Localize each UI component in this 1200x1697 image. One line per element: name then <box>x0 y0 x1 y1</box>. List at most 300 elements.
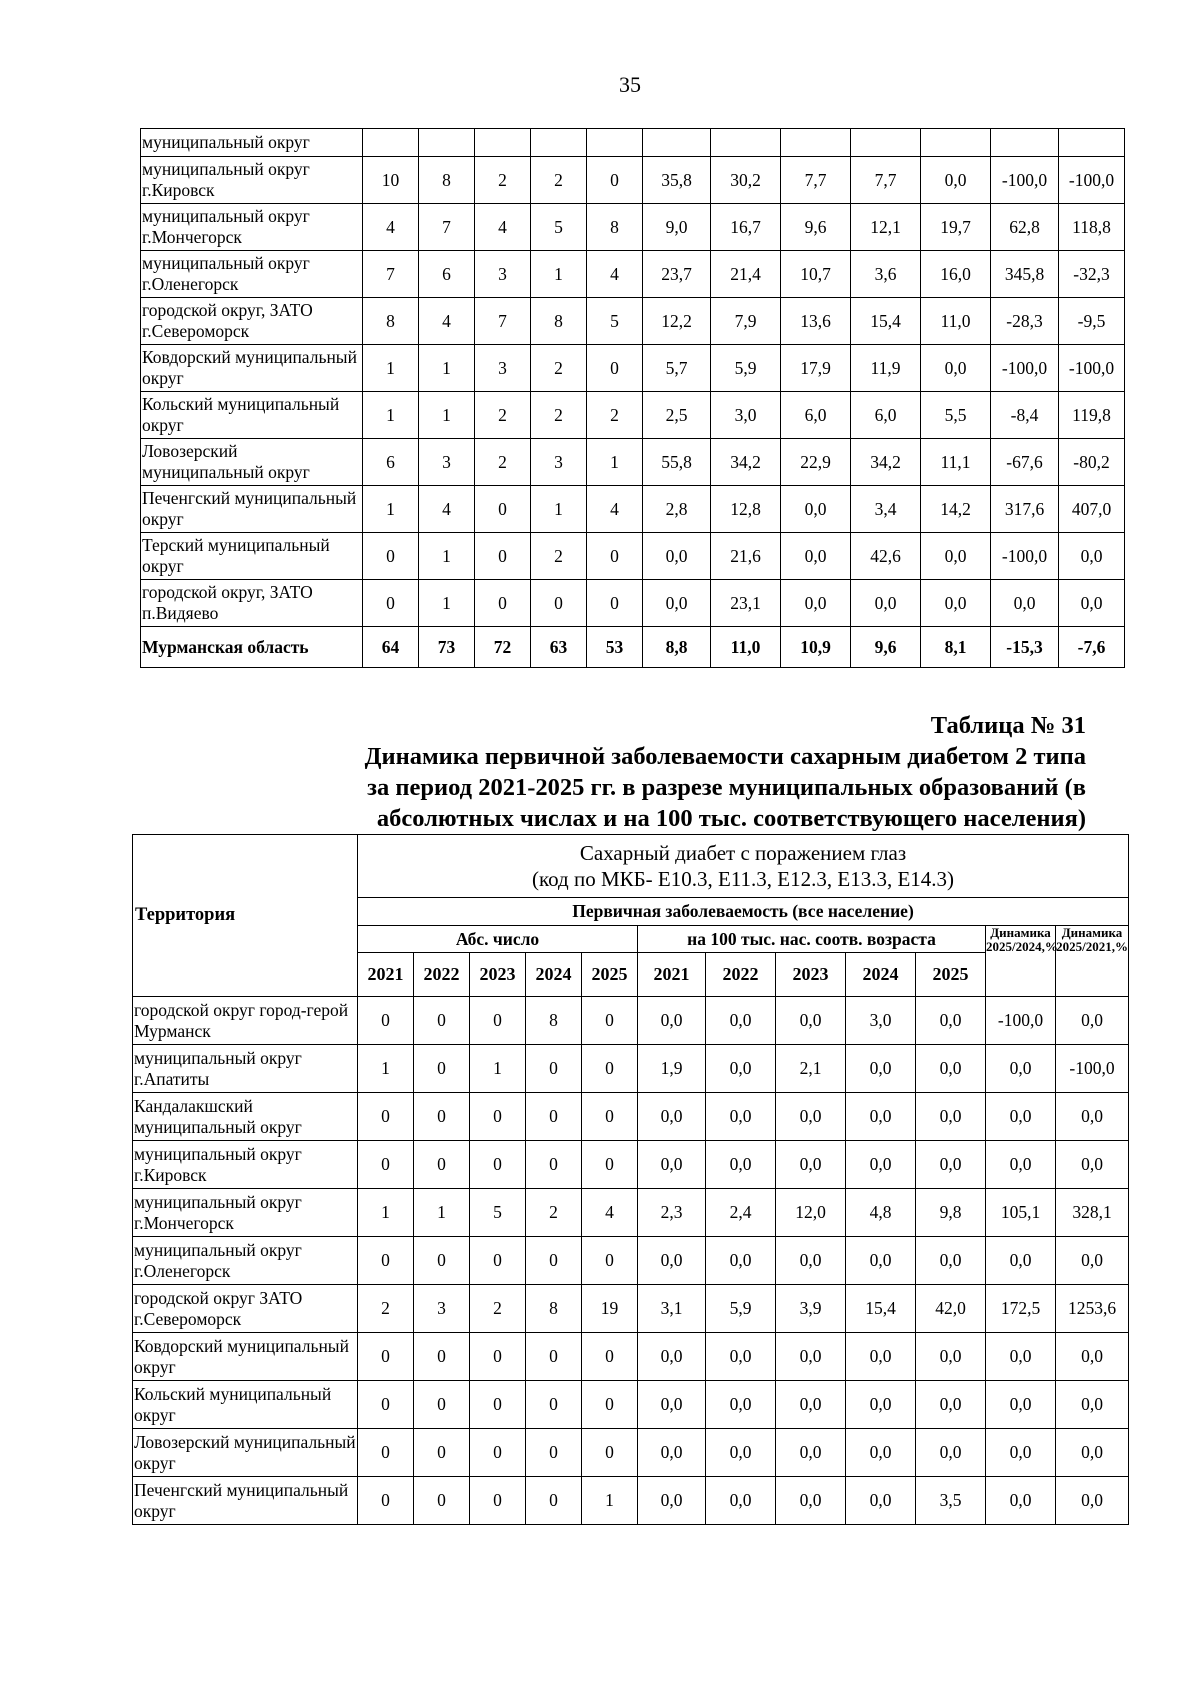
value-cell: 15,4 <box>851 298 921 345</box>
value-cell: 7,7 <box>851 157 921 204</box>
value-cell: 12,0 <box>776 1189 846 1237</box>
value-cell: 0 <box>470 1477 526 1525</box>
value-cell: 0,0 <box>638 1381 706 1429</box>
value-cell: 16,7 <box>711 204 781 251</box>
total-value-cell: 8,8 <box>643 627 711 668</box>
value-cell <box>851 129 921 157</box>
table-row <box>141 580 1125 627</box>
value-cell: 0 <box>526 1141 582 1189</box>
value-cell: 0 <box>363 533 419 580</box>
value-cell: 2 <box>526 1189 582 1237</box>
value-cell: 0,0 <box>781 486 851 533</box>
value-cell: 0,0 <box>638 1477 706 1525</box>
table-row <box>141 486 1125 533</box>
value-cell: 11,9 <box>851 345 921 392</box>
value-cell: 0,0 <box>706 1237 776 1285</box>
total-value-cell: 72 <box>475 627 531 668</box>
value-cell: 14,2 <box>921 486 991 533</box>
value-cell: 0,0 <box>846 1141 916 1189</box>
value-cell <box>1059 129 1125 157</box>
value-cell: 0 <box>582 1045 638 1093</box>
value-cell: 7,9 <box>711 298 781 345</box>
value-cell: 6,0 <box>851 392 921 439</box>
value-cell: 7 <box>475 298 531 345</box>
value-cell: 0 <box>475 580 531 627</box>
previous-table-body <box>141 129 1125 668</box>
value-cell: 10 <box>363 157 419 204</box>
value-cell: 0 <box>531 580 587 627</box>
value-cell: 0 <box>358 997 414 1045</box>
territory-cell: муниципальный округ г.Оленегорск <box>133 1237 358 1285</box>
value-cell: 4 <box>587 251 643 298</box>
value-cell: 0,0 <box>916 1045 986 1093</box>
value-cell: 0,0 <box>846 1429 916 1477</box>
value-cell: 3,5 <box>916 1477 986 1525</box>
territory-cell: муниципальный округ г.Кировск <box>141 157 363 204</box>
table-row <box>133 1189 1129 1237</box>
value-cell: 0 <box>526 1381 582 1429</box>
value-cell: -100,0 <box>991 533 1059 580</box>
value-cell: 0,0 <box>706 1429 776 1477</box>
territory-cell: городской округ, ЗАТО г.Североморск <box>141 298 363 345</box>
value-cell: 0 <box>587 345 643 392</box>
total-value-cell: 64 <box>363 627 419 668</box>
value-cell: 55,8 <box>643 439 711 486</box>
table-row <box>141 533 1125 580</box>
value-cell: 5 <box>470 1189 526 1237</box>
value-cell: -80,2 <box>1059 439 1125 486</box>
value-cell: -32,3 <box>1059 251 1125 298</box>
value-cell: 0,0 <box>1056 1381 1129 1429</box>
value-cell: 7 <box>419 204 475 251</box>
page-number: 35 <box>619 72 641 97</box>
value-cell: 0 <box>582 1333 638 1381</box>
value-cell: 0,0 <box>781 580 851 627</box>
value-cell: 0,0 <box>706 1045 776 1093</box>
value-cell: 62,8 <box>991 204 1059 251</box>
table-row <box>133 1141 1129 1189</box>
value-cell: 2 <box>531 392 587 439</box>
value-cell: 8 <box>419 157 475 204</box>
value-cell: 34,2 <box>711 439 781 486</box>
value-cell: 0,0 <box>638 997 706 1045</box>
table-row <box>141 251 1125 298</box>
value-cell: 2 <box>470 1285 526 1333</box>
value-cell: 3,9 <box>776 1285 846 1333</box>
value-cell: 5,9 <box>711 345 781 392</box>
value-cell: 16,0 <box>921 251 991 298</box>
value-cell: 5,7 <box>643 345 711 392</box>
table-31 <box>132 834 1129 1525</box>
value-cell: 0,0 <box>921 533 991 580</box>
value-cell: 4 <box>419 298 475 345</box>
value-cell: 0,0 <box>776 1141 846 1189</box>
value-cell: -100,0 <box>991 345 1059 392</box>
value-cell: 0,0 <box>916 1237 986 1285</box>
value-cell: 1 <box>363 392 419 439</box>
value-cell: 0,0 <box>916 1141 986 1189</box>
value-cell: 3 <box>475 345 531 392</box>
value-cell: 23,7 <box>643 251 711 298</box>
header-year-rate: 2025 <box>916 953 986 997</box>
table-row <box>141 345 1125 392</box>
total-name-cell: Мурманская область <box>141 627 363 668</box>
table-title-line-1: Динамика первичной заболеваемости сахарным диабетом 2 типа <box>364 743 1086 770</box>
table-row <box>141 157 1125 204</box>
value-cell: 4 <box>419 486 475 533</box>
table-row <box>133 1285 1129 1333</box>
value-cell: 3 <box>414 1285 470 1333</box>
value-cell: 2,5 <box>643 392 711 439</box>
value-cell: 0 <box>358 1093 414 1141</box>
value-cell: -8,4 <box>991 392 1059 439</box>
territory-cell: муниципальный округ г.Мончегорск <box>141 204 363 251</box>
value-cell <box>419 129 475 157</box>
value-cell: 0,0 <box>1059 580 1125 627</box>
territory-cell: Печенгский муниципальный округ <box>141 486 363 533</box>
total-value-cell: 11,0 <box>711 627 781 668</box>
header-year-abs: 2022 <box>414 953 470 997</box>
table-row <box>133 1237 1129 1285</box>
table-row <box>133 1381 1129 1429</box>
value-cell: 0 <box>526 1477 582 1525</box>
territory-cell: Терский муниципальный округ <box>141 533 363 580</box>
total-value-cell: 8,1 <box>921 627 991 668</box>
value-cell: 4,8 <box>846 1189 916 1237</box>
value-cell: 0 <box>414 1429 470 1477</box>
value-cell: 1 <box>582 1477 638 1525</box>
value-cell: 0,0 <box>986 1237 1056 1285</box>
value-cell: 0 <box>414 1093 470 1141</box>
value-cell: 0,0 <box>706 1333 776 1381</box>
value-cell: 4 <box>475 204 531 251</box>
header-absolute: Абс. число <box>358 926 638 953</box>
value-cell: 23,1 <box>711 580 781 627</box>
header-incidence: Первичная заболеваемость (все население) <box>358 898 1129 926</box>
value-cell: -67,6 <box>991 439 1059 486</box>
value-cell: 0 <box>470 1093 526 1141</box>
header-dynamics-2025-2024: Динамика 2025/2024,% <box>986 926 1056 997</box>
value-cell: 0,0 <box>1056 1093 1129 1141</box>
value-cell: 3,6 <box>851 251 921 298</box>
value-cell: 0,0 <box>638 1333 706 1381</box>
value-cell: 9,8 <box>916 1189 986 1237</box>
value-cell: 0 <box>470 1237 526 1285</box>
value-cell: 0,0 <box>1056 1237 1129 1285</box>
value-cell: 1 <box>419 345 475 392</box>
value-cell: 0,0 <box>1056 1429 1129 1477</box>
value-cell: 407,0 <box>1059 486 1125 533</box>
value-cell: 0 <box>582 997 638 1045</box>
value-cell: 0,0 <box>1056 1333 1129 1381</box>
territory-cell: муниципальный округ г.Апатиты <box>133 1045 358 1093</box>
value-cell: 2 <box>531 533 587 580</box>
value-cell: 0,0 <box>921 580 991 627</box>
header-diagnosis-line-1: Сахарный диабет с поражением глаз <box>579 841 907 865</box>
territory-cell: Печенгский муниципальный округ <box>133 1477 358 1525</box>
value-cell: 0,0 <box>916 1333 986 1381</box>
value-cell: 0,0 <box>986 1093 1056 1141</box>
value-cell: 8 <box>587 204 643 251</box>
value-cell: 0 <box>582 1093 638 1141</box>
territory-cell: Кандалакшский муниципальный округ <box>133 1093 358 1141</box>
value-cell: 0,0 <box>776 1381 846 1429</box>
total-value-cell: 9,6 <box>851 627 921 668</box>
value-cell: 3 <box>531 439 587 486</box>
header-territory: Территория <box>133 835 358 997</box>
value-cell: 2,4 <box>706 1189 776 1237</box>
value-cell: 12,1 <box>851 204 921 251</box>
value-cell: -100,0 <box>991 157 1059 204</box>
table-title-line-3: абсолютных числах и на 100 тыс. соответствующего населения) <box>376 805 1086 832</box>
value-cell: 317,6 <box>991 486 1059 533</box>
value-cell: 12,8 <box>711 486 781 533</box>
value-cell: 0,0 <box>991 580 1059 627</box>
value-cell: 21,4 <box>711 251 781 298</box>
value-cell: 0,0 <box>706 1141 776 1189</box>
value-cell: 17,9 <box>781 345 851 392</box>
value-cell: 0,0 <box>846 1381 916 1429</box>
value-cell: 4 <box>587 486 643 533</box>
table-row <box>133 997 1129 1045</box>
value-cell <box>643 129 711 157</box>
value-cell: 0,0 <box>921 157 991 204</box>
value-cell: 2 <box>531 345 587 392</box>
value-cell: 22,9 <box>781 439 851 486</box>
value-cell: 30,2 <box>711 157 781 204</box>
value-cell: 6 <box>419 251 475 298</box>
header-dynamics-2025-2021: Динамика 2025/2021,% <box>1056 926 1129 997</box>
value-cell: 8 <box>526 1285 582 1333</box>
value-cell: 0,0 <box>638 1141 706 1189</box>
value-cell: 0,0 <box>921 345 991 392</box>
value-cell: 11,1 <box>921 439 991 486</box>
value-cell: 0,0 <box>776 997 846 1045</box>
previous-table-continuation <box>140 128 1125 668</box>
value-cell: 0 <box>470 997 526 1045</box>
value-cell: 2 <box>358 1285 414 1333</box>
value-cell: 0,0 <box>776 1333 846 1381</box>
table-row <box>141 129 1125 157</box>
value-cell: 0,0 <box>846 1093 916 1141</box>
value-cell: 345,8 <box>991 251 1059 298</box>
value-cell: 0,0 <box>846 1333 916 1381</box>
value-cell: 2 <box>475 157 531 204</box>
value-cell: 1 <box>363 345 419 392</box>
value-cell: 172,5 <box>986 1285 1056 1333</box>
value-cell: 0 <box>582 1381 638 1429</box>
territory-cell: Кольский муниципальный округ <box>133 1381 358 1429</box>
value-cell: 0 <box>358 1381 414 1429</box>
value-cell: 0 <box>358 1141 414 1189</box>
value-cell: 0,0 <box>986 1381 1056 1429</box>
value-cell <box>991 129 1059 157</box>
value-cell: 0 <box>414 1045 470 1093</box>
value-cell: 0 <box>526 1237 582 1285</box>
header-year-abs: 2023 <box>470 953 526 997</box>
value-cell: 0 <box>358 1477 414 1525</box>
value-cell: 1 <box>419 392 475 439</box>
value-cell: 0,0 <box>706 1477 776 1525</box>
value-cell: 0 <box>414 1141 470 1189</box>
value-cell: 0 <box>414 997 470 1045</box>
value-cell <box>475 129 531 157</box>
value-cell: 0 <box>475 486 531 533</box>
territory-cell: Ковдорский муниципальный округ <box>133 1333 358 1381</box>
value-cell: 1,9 <box>638 1045 706 1093</box>
value-cell: 0 <box>414 1333 470 1381</box>
value-cell: 0,0 <box>643 533 711 580</box>
table-31-body <box>133 997 1129 1525</box>
value-cell: 12,2 <box>643 298 711 345</box>
total-value-cell: 53 <box>587 627 643 668</box>
territory-cell: Ловозерский муниципальный округ <box>133 1429 358 1477</box>
value-cell: 19,7 <box>921 204 991 251</box>
territory-cell: городской округ ЗАТО г.Североморск <box>133 1285 358 1333</box>
value-cell: 0 <box>358 1237 414 1285</box>
value-cell: 0 <box>358 1333 414 1381</box>
total-value-cell: 73 <box>419 627 475 668</box>
value-cell: 0 <box>582 1237 638 1285</box>
value-cell: -100,0 <box>1059 157 1125 204</box>
value-cell: 0 <box>587 157 643 204</box>
value-cell: 3,0 <box>846 997 916 1045</box>
value-cell: 34,2 <box>851 439 921 486</box>
value-cell: 0,0 <box>1056 1141 1129 1189</box>
value-cell: 0,0 <box>986 1429 1056 1477</box>
value-cell: 0 <box>363 580 419 627</box>
value-cell: 0,0 <box>986 1045 1056 1093</box>
value-cell: 0,0 <box>986 1141 1056 1189</box>
value-cell: 3,4 <box>851 486 921 533</box>
value-cell: 1 <box>419 533 475 580</box>
value-cell: 2,8 <box>643 486 711 533</box>
value-cell: 21,6 <box>711 533 781 580</box>
value-cell <box>587 129 643 157</box>
header-year-abs: 2025 <box>582 953 638 997</box>
table-row <box>141 439 1125 486</box>
value-cell: 3,1 <box>638 1285 706 1333</box>
value-cell: 8 <box>363 298 419 345</box>
header-diagnosis-line-2: (код по МКБ- Е10.3, Е11.3, Е12.3, Е13.3, Е14.3) <box>532 867 955 891</box>
value-cell: 5,9 <box>706 1285 776 1333</box>
value-cell: 5 <box>587 298 643 345</box>
value-cell: 1 <box>358 1045 414 1093</box>
value-cell <box>921 129 991 157</box>
value-cell <box>781 129 851 157</box>
value-cell: 0,0 <box>1059 533 1125 580</box>
value-cell: 0,0 <box>916 997 986 1045</box>
table-number: Таблица № 31 <box>930 712 1086 739</box>
territory-cell: городской округ город-герой Мурманск <box>133 997 358 1045</box>
value-cell: 0 <box>582 1429 638 1477</box>
value-cell <box>363 129 419 157</box>
value-cell: 0,0 <box>776 1429 846 1477</box>
value-cell: 0 <box>414 1237 470 1285</box>
value-cell: 8 <box>531 298 587 345</box>
value-cell: 1 <box>414 1189 470 1237</box>
value-cell: 6,0 <box>781 392 851 439</box>
value-cell: 8 <box>526 997 582 1045</box>
territory-cell: Ковдорский муниципальный округ <box>141 345 363 392</box>
value-cell: 2 <box>475 392 531 439</box>
value-cell: 3,0 <box>711 392 781 439</box>
table-total-row <box>141 627 1125 668</box>
value-cell: 19 <box>582 1285 638 1333</box>
value-cell: 0,0 <box>781 533 851 580</box>
table-row <box>133 1477 1129 1525</box>
territory-cell: Ловозерский муниципальный округ <box>141 439 363 486</box>
value-cell: 13,6 <box>781 298 851 345</box>
value-cell: 0,0 <box>638 1429 706 1477</box>
header-per-100k: на 100 тыс. нас. соотв. возраста <box>638 926 986 953</box>
header-diagnosis <box>358 835 1129 898</box>
territory-cell: муниципальный округ г.Мончегорск <box>133 1189 358 1237</box>
value-cell: 0,0 <box>916 1381 986 1429</box>
value-cell: 0 <box>470 1429 526 1477</box>
value-cell: 0,0 <box>638 1093 706 1141</box>
value-cell: 1 <box>419 580 475 627</box>
value-cell: 2 <box>475 439 531 486</box>
value-cell: 7,7 <box>781 157 851 204</box>
header-year-rate: 2022 <box>706 953 776 997</box>
value-cell: 3 <box>419 439 475 486</box>
value-cell: 0,0 <box>776 1477 846 1525</box>
value-cell: 0 <box>358 1429 414 1477</box>
total-value-cell: 63 <box>531 627 587 668</box>
value-cell: 15,4 <box>846 1285 916 1333</box>
value-cell: 0,0 <box>706 1381 776 1429</box>
value-cell: 0,0 <box>638 1237 706 1285</box>
value-cell: 105,1 <box>986 1189 1056 1237</box>
header-year-rate: 2023 <box>776 953 846 997</box>
value-cell: 35,8 <box>643 157 711 204</box>
value-cell: 2,1 <box>776 1045 846 1093</box>
header-year-rate: 2021 <box>638 953 706 997</box>
value-cell: 0 <box>587 580 643 627</box>
value-cell: 2 <box>531 157 587 204</box>
table-row <box>141 204 1125 251</box>
value-cell: 0 <box>470 1333 526 1381</box>
value-cell: 0,0 <box>776 1093 846 1141</box>
table-row <box>141 392 1125 439</box>
value-cell: 0,0 <box>846 1477 916 1525</box>
value-cell: 0 <box>475 533 531 580</box>
table-31-header <box>133 835 1129 997</box>
value-cell: 2,3 <box>638 1189 706 1237</box>
value-cell: 0,0 <box>776 1237 846 1285</box>
table-row <box>133 1333 1129 1381</box>
value-cell: 1 <box>358 1189 414 1237</box>
value-cell: 118,8 <box>1059 204 1125 251</box>
value-cell: 0 <box>470 1141 526 1189</box>
territory-cell: муниципальный округ г.Кировск <box>133 1141 358 1189</box>
value-cell: 0,0 <box>1056 997 1129 1045</box>
table-row <box>133 1045 1129 1093</box>
value-cell: -100,0 <box>1059 345 1125 392</box>
value-cell: 5 <box>531 204 587 251</box>
territory-cell: муниципальный округ <box>141 129 363 157</box>
value-cell: 1 <box>531 251 587 298</box>
value-cell: 9,6 <box>781 204 851 251</box>
header-year-abs: 2024 <box>526 953 582 997</box>
territory-cell: городской округ, ЗАТО п.Видяево <box>141 580 363 627</box>
value-cell: 6 <box>363 439 419 486</box>
value-cell: 42,0 <box>916 1285 986 1333</box>
value-cell: 0,0 <box>846 1237 916 1285</box>
value-cell: 0,0 <box>643 580 711 627</box>
value-cell: 0,0 <box>986 1477 1056 1525</box>
